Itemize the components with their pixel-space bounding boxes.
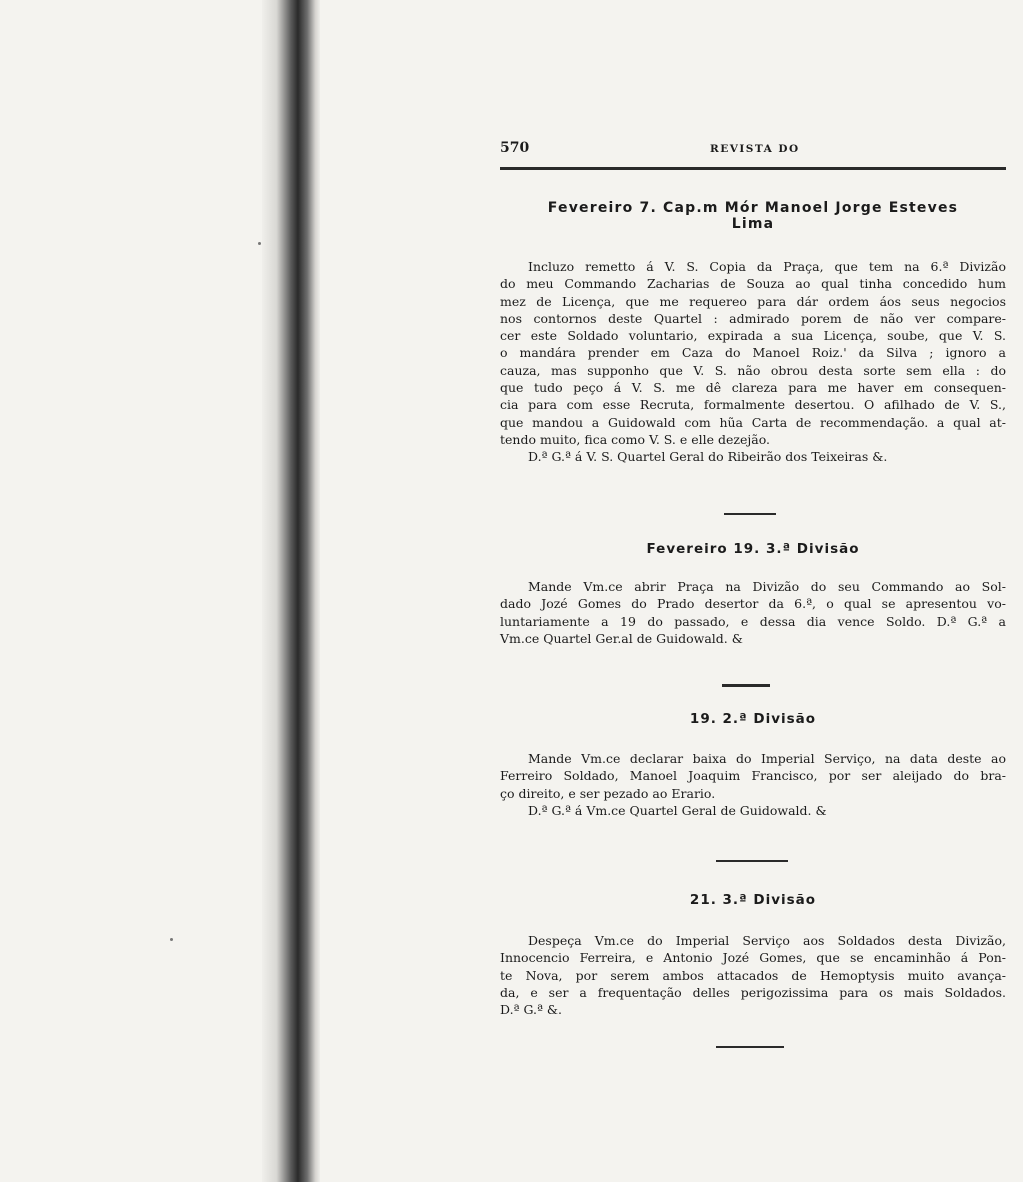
section-heading-3: 19. 2.ª Divisão xyxy=(689,711,817,727)
section-body-4: Despeça Vm.ce do Imperial Serviço aos Soldados desta Divizão, Innocencio Ferreira, e Antonio Jozé Gomes, que se encaminhão á Pon- te Nova, por serem ambos attacados de Hemoptysis muito avança- da, e ser a frequentação delles perigozissima para os mais Soldados. D.ª G.ª &. xyxy=(500,933,1006,1018)
section-closing-3: D.ª G.ª á Vm.ce Quartel Geral de Guidowald. & xyxy=(528,802,827,818)
section-separator xyxy=(722,684,770,687)
page-number: 570 xyxy=(500,140,530,156)
paper-speck xyxy=(258,242,261,245)
section-body-3: Mande Vm.ce declarar baixa do Imperial Serviço, na data deste ao Ferreiro Soldado, Manoel Joaquim Francisco, por ser aleijado do bra- ço direito, e ser pezado ao Erario. D.ª G.ª á Vm.ce Quartel Geral de Guidowald. & xyxy=(500,751,1006,818)
section-body-1: Incluzo remetto á V. S. Copia da Praça, que tem na 6.ª Divizão do meu Commando Zacharias de Souza ao qual tinha concedido hum mez de Licença, que me requereo para dár ordem áos seus negocios nos contornos deste Quartel : admirado porem de não ver compare- cer este Soldado voluntario, expirada a sua Licença, soube, que V. S. o mandára prender em Caza do Manoel Roiz.' da Silva ; ignoro a cauza, mas supponho que V. S. não obrou desta sorte sem ella : do que tudo peço á V. S. me dê clareza para me haver em consequen- cia para com esse Recruta, formalmente desertou. O afilhado de V. S., que mandou a Guidowald com hũa Carta de recommendação. a qual at- tendo muito, fica como V. S. e elle dezejão. D.ª G.ª á V. S. Quartel Geral do Ribeirão dos Teixeiras &. xyxy=(500,259,1006,465)
section-separator xyxy=(724,513,776,515)
section-separator xyxy=(716,1046,784,1048)
section-closing-1: D.ª G.ª á V. S. Quartel Geral do Ribeirão dos Teixeiras &. xyxy=(528,449,888,465)
paper-speck xyxy=(170,938,173,941)
section-heading-4: 21. 3.ª Divisão xyxy=(689,892,817,908)
header-rule xyxy=(500,167,1006,170)
book-binding-gutter xyxy=(262,0,320,1182)
section-heading-2: Fevereiro 19. 3.ª Divisão xyxy=(646,541,860,557)
running-title: REVISTA DO xyxy=(710,143,800,155)
section-heading-1: Fevereiro 7. Cap.m Mór Manoel Jorge Esteves Lima xyxy=(547,200,959,232)
section-separator xyxy=(716,860,788,862)
page-header xyxy=(500,140,1010,162)
section-body-2: Mande Vm.ce abrir Praça na Divizão do seu Commando ao Sol- dado Jozé Gomes do Prado desertor da 6.ª, o qual se apresentou vo- luntariamente a 19 do passado, e dessa dia vence Soldo. D.ª G.ª a Vm.ce Quartel Ger.al de Guidowald. & xyxy=(500,579,1006,646)
